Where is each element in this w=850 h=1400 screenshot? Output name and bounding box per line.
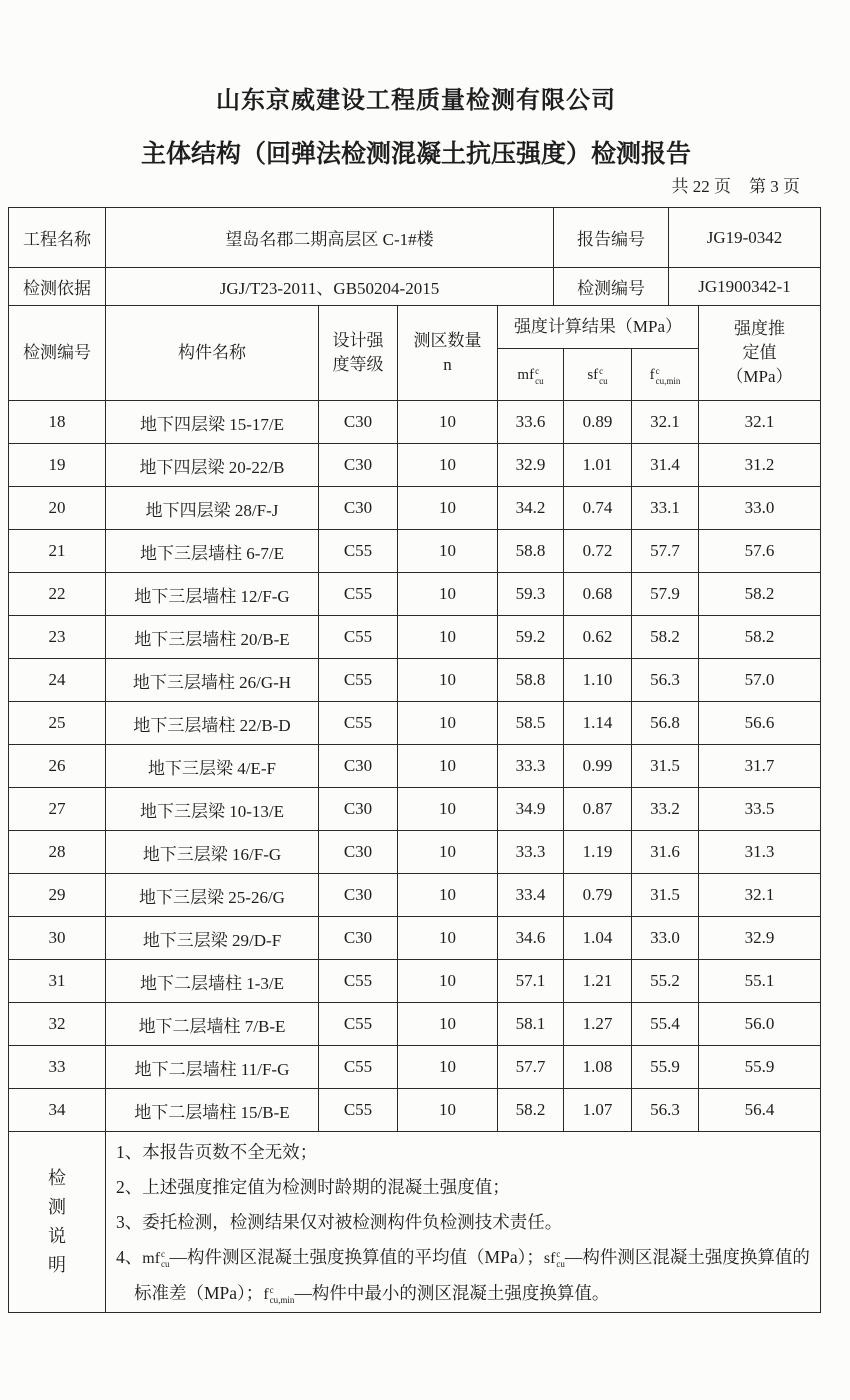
sf-base: sf xyxy=(587,367,599,383)
zone-count-cell: 10 xyxy=(398,745,498,788)
note-fmin-sup: c xyxy=(269,1285,274,1296)
min-strength-cell: 31.5 xyxy=(632,874,699,917)
member-name-cell: 地下三层梁 4/E-F xyxy=(106,745,319,788)
sf-sub: cu xyxy=(599,375,608,386)
table-row xyxy=(9,1046,821,1089)
zone-count-cell: 10 xyxy=(398,874,498,917)
table-row xyxy=(9,616,821,659)
note-mf-sup: c xyxy=(161,1249,166,1260)
table-row xyxy=(9,659,821,702)
zone-count-cell: 10 xyxy=(398,788,498,831)
header-zone-count xyxy=(398,306,498,401)
zone-count-cell: 10 xyxy=(398,917,498,960)
member-name-cell: 地下三层墙柱 6-7/E xyxy=(106,530,319,573)
test-no-cell: 29 xyxy=(9,874,106,917)
min-strength-cell: 33.1 xyxy=(632,487,699,530)
min-strength-cell: 31.5 xyxy=(632,745,699,788)
zone-count-cell: 10 xyxy=(398,444,498,487)
zone-count-cell: 10 xyxy=(398,616,498,659)
member-name-cell: 地下二层墙柱 1-3/E xyxy=(106,960,319,1003)
header-estimated-strength-text: 强度推定值 xyxy=(734,319,785,362)
min-strength-cell: 56.3 xyxy=(632,1089,699,1132)
table-row xyxy=(9,1089,821,1132)
header-zone-count-label: 测区数量 xyxy=(413,331,482,350)
test-no-cell: 18 xyxy=(9,401,106,444)
mean-strength-cell: 34.9 xyxy=(498,788,564,831)
mean-strength-cell: 32.9 xyxy=(498,444,564,487)
note-fmin-sub: cu,min xyxy=(269,1295,295,1306)
test-no-cell: 28 xyxy=(9,831,106,874)
note-item-symbols xyxy=(116,1240,812,1312)
zone-count-cell: 10 xyxy=(398,659,498,702)
design-grade-cell: C55 xyxy=(319,1046,398,1089)
estimated-strength-cell: 31.3 xyxy=(699,831,821,874)
estimated-strength-cell: 55.1 xyxy=(699,960,821,1003)
min-strength-cell: 55.4 xyxy=(632,1003,699,1046)
std-dev-cell: 0.87 xyxy=(564,788,632,831)
estimated-strength-cell: 56.6 xyxy=(699,702,821,745)
header-min-strength xyxy=(632,349,699,401)
page-current: 第 3 页 xyxy=(749,177,800,196)
design-grade-cell: C55 xyxy=(319,659,398,702)
mean-strength-cell: 34.6 xyxy=(498,917,564,960)
project-label: 工程名称 xyxy=(9,208,106,268)
zone-count-cell: 10 xyxy=(398,573,498,616)
header-calc-results: 强度计算结果（MPa） xyxy=(498,306,699,349)
test-no-label: 检测编号 xyxy=(554,268,669,306)
table-row xyxy=(9,444,821,487)
design-grade-cell: C55 xyxy=(319,702,398,745)
zone-count-cell: 10 xyxy=(398,702,498,745)
std-dev-cell: 0.72 xyxy=(564,530,632,573)
test-no-cell: 20 xyxy=(9,487,106,530)
min-strength-cell: 57.9 xyxy=(632,573,699,616)
fmin-sup: c xyxy=(655,365,660,376)
std-dev-cell: 1.14 xyxy=(564,702,632,745)
member-name-cell: 地下三层梁 16/F-G xyxy=(106,831,319,874)
mean-strength-cell: 33.3 xyxy=(498,831,564,874)
mean-strength-cell: 58.8 xyxy=(498,659,564,702)
note-sf-definition: —构件测区混凝土强度换算值的标准差（MPa）； xyxy=(134,1247,810,1303)
std-dev-cell: 0.79 xyxy=(564,874,632,917)
note-fmin-definition: —构件中最小的测区混凝土强度换算值。 xyxy=(294,1283,610,1303)
zone-count-cell: 10 xyxy=(398,530,498,573)
estimated-strength-cell: 31.7 xyxy=(699,745,821,788)
info-table xyxy=(8,207,821,306)
min-strength-cell: 56.3 xyxy=(632,659,699,702)
estimated-strength-cell: 55.9 xyxy=(699,1046,821,1089)
note-sf-sub: cu xyxy=(556,1259,565,1270)
member-name-cell: 地下四层梁 15-17/E xyxy=(106,401,319,444)
info-row-basis xyxy=(9,268,821,306)
member-name-cell: 地下二层墙柱 11/F-G xyxy=(106,1046,319,1089)
zone-count-cell: 10 xyxy=(398,831,498,874)
std-dev-cell: 1.21 xyxy=(564,960,632,1003)
test-no-cell: 25 xyxy=(9,702,106,745)
estimated-strength-cell: 58.2 xyxy=(699,573,821,616)
note-sf-sup: c xyxy=(556,1249,561,1260)
test-no-cell: 30 xyxy=(9,917,106,960)
test-no-cell: 33 xyxy=(9,1046,106,1089)
zone-count-cell: 10 xyxy=(398,487,498,530)
mean-strength-cell: 33.6 xyxy=(498,401,564,444)
test-no-cell: 24 xyxy=(9,659,106,702)
min-strength-cell: 55.9 xyxy=(632,1046,699,1089)
design-grade-cell: C30 xyxy=(319,831,398,874)
mf-sup: c xyxy=(535,365,540,376)
test-no-cell: 19 xyxy=(9,444,106,487)
std-dev-cell: 0.89 xyxy=(564,401,632,444)
table-row xyxy=(9,874,821,917)
member-name-cell: 地下三层墙柱 12/F-G xyxy=(106,573,319,616)
test-no-cell: 32 xyxy=(9,1003,106,1046)
member-name-cell: 地下三层墙柱 20/B-E xyxy=(106,616,319,659)
test-no-cell: 21 xyxy=(9,530,106,573)
estimated-strength-cell: 56.0 xyxy=(699,1003,821,1046)
min-strength-cell: 58.2 xyxy=(632,616,699,659)
mf-base: mf xyxy=(517,367,535,383)
member-name-cell: 地下四层梁 28/F-J xyxy=(106,487,319,530)
estimated-strength-cell: 32.1 xyxy=(699,874,821,917)
std-dev-cell: 1.08 xyxy=(564,1046,632,1089)
member-name-cell: 地下二层墙柱 15/B-E xyxy=(106,1089,319,1132)
design-grade-cell: C55 xyxy=(319,1003,398,1046)
mean-strength-cell: 33.3 xyxy=(498,745,564,788)
min-strength-cell: 57.7 xyxy=(632,530,699,573)
design-grade-cell: C30 xyxy=(319,874,398,917)
estimated-strength-cell: 57.6 xyxy=(699,530,821,573)
notes-label-cell xyxy=(9,1132,106,1313)
table-row xyxy=(9,960,821,1003)
fmin-base: f xyxy=(649,367,655,383)
note-fmin-base: f xyxy=(263,1286,269,1303)
header-row xyxy=(9,306,821,349)
min-strength-cell: 31.6 xyxy=(632,831,699,874)
std-dev-cell: 1.19 xyxy=(564,831,632,874)
zone-count-cell: 10 xyxy=(398,960,498,1003)
estimated-strength-cell: 57.0 xyxy=(699,659,821,702)
estimated-strength-cell: 31.2 xyxy=(699,444,821,487)
fmin-sub: cu,min xyxy=(655,375,681,386)
estimated-strength-cell: 32.9 xyxy=(699,917,821,960)
std-dev-cell: 1.01 xyxy=(564,444,632,487)
mean-strength-cell: 59.2 xyxy=(498,616,564,659)
zone-count-cell: 10 xyxy=(398,1003,498,1046)
mean-strength-cell: 57.1 xyxy=(498,960,564,1003)
mean-strength-cell: 58.5 xyxy=(498,702,564,745)
basis-label: 检测依据 xyxy=(9,268,106,306)
project-value: 望岛名郡二期高层区 C-1#楼 xyxy=(106,208,554,268)
page-total: 共 22 页 xyxy=(671,177,731,196)
std-dev-cell: 0.99 xyxy=(564,745,632,788)
estimated-strength-cell: 56.4 xyxy=(699,1089,821,1132)
std-dev-cell: 1.07 xyxy=(564,1089,632,1132)
header-test-no: 检测编号 xyxy=(9,306,106,401)
design-grade-cell: C55 xyxy=(319,573,398,616)
note-item: 2、上述强度推定值为检测时龄期的混凝土强度值； xyxy=(116,1177,510,1197)
info-row-project xyxy=(9,208,821,268)
std-dev-cell: 0.62 xyxy=(564,616,632,659)
note-mf-definition: —构件测区混凝土强度换算值的平均值（MPa）； xyxy=(169,1247,544,1267)
design-grade-cell: C30 xyxy=(319,444,398,487)
header-std-dev xyxy=(564,349,632,401)
header-estimated-strength xyxy=(699,306,821,401)
test-no-value: JG1900342-1 xyxy=(669,268,821,306)
design-grade-cell: C55 xyxy=(319,530,398,573)
design-grade-cell: C30 xyxy=(319,487,398,530)
min-strength-cell: 33.0 xyxy=(632,917,699,960)
std-dev-cell: 1.10 xyxy=(564,659,632,702)
test-no-cell: 22 xyxy=(9,573,106,616)
member-name-cell: 地下三层梁 29/D-F xyxy=(106,917,319,960)
report-title: 主体结构（回弹法检测混凝土抗压强度）检测报告 xyxy=(140,141,691,168)
design-grade-cell: C30 xyxy=(319,401,398,444)
notes-label: 检测说明 xyxy=(48,1168,66,1275)
table-row xyxy=(9,702,821,745)
estimated-strength-cell: 58.2 xyxy=(699,616,821,659)
design-grade-cell: C30 xyxy=(319,788,398,831)
table-row xyxy=(9,745,821,788)
header-member-name: 构件名称 xyxy=(106,306,319,401)
header-design-grade xyxy=(319,306,398,401)
member-name-cell: 地下四层梁 20-22/B xyxy=(106,444,319,487)
header-estimated-strength-unit: （MPa） xyxy=(726,367,793,386)
min-strength-cell: 55.2 xyxy=(632,960,699,1003)
mean-strength-cell: 33.4 xyxy=(498,874,564,917)
header-mean-strength xyxy=(498,349,564,401)
table-row xyxy=(9,487,821,530)
zone-count-cell: 10 xyxy=(398,1089,498,1132)
mean-strength-cell: 57.7 xyxy=(498,1046,564,1089)
table-row xyxy=(9,831,821,874)
min-strength-cell: 32.1 xyxy=(632,401,699,444)
table-row xyxy=(9,788,821,831)
table-row xyxy=(9,917,821,960)
test-no-cell: 23 xyxy=(9,616,106,659)
mean-strength-cell: 58.2 xyxy=(498,1089,564,1132)
design-grade-cell: C55 xyxy=(319,960,398,1003)
member-name-cell: 地下三层墙柱 22/B-D xyxy=(106,702,319,745)
design-grade-cell: C55 xyxy=(319,616,398,659)
estimated-strength-cell: 33.5 xyxy=(699,788,821,831)
page-info xyxy=(672,176,801,198)
test-no-cell: 26 xyxy=(9,745,106,788)
table-row xyxy=(9,530,821,573)
note-mf-base: mf xyxy=(142,1250,161,1267)
member-name-cell: 地下三层梁 25-26/G xyxy=(106,874,319,917)
table-row xyxy=(9,401,821,444)
mf-sub: cu xyxy=(535,375,544,386)
notes-cell xyxy=(106,1132,821,1313)
basis-value: JGJ/T23-2011、GB50204-2015 xyxy=(106,268,554,306)
note-item: 1、本报告页数不全无效； xyxy=(116,1142,318,1162)
sf-sup: c xyxy=(599,365,604,376)
min-strength-cell: 33.2 xyxy=(632,788,699,831)
note-sf-base: sf xyxy=(543,1250,556,1267)
report-no-label: 报告编号 xyxy=(554,208,669,268)
note-mf-sub: cu xyxy=(161,1259,170,1270)
estimated-strength-cell: 33.0 xyxy=(699,487,821,530)
min-strength-cell: 56.8 xyxy=(632,702,699,745)
notes-row xyxy=(9,1132,821,1313)
design-grade-cell: C55 xyxy=(319,1089,398,1132)
test-no-cell: 27 xyxy=(9,788,106,831)
report-table xyxy=(8,207,820,1313)
std-dev-cell: 1.27 xyxy=(564,1003,632,1046)
mean-strength-cell: 58.1 xyxy=(498,1003,564,1046)
results-table xyxy=(8,305,821,1313)
zone-count-cell: 10 xyxy=(398,1046,498,1089)
note4-prefix: 4、 xyxy=(116,1247,143,1267)
std-dev-cell: 0.68 xyxy=(564,573,632,616)
company-name: 山东京威建设工程质量检测有限公司 xyxy=(216,88,616,114)
header-design-grade-text: 设计强度等级 xyxy=(332,331,384,374)
report-no-value: JG19-0342 xyxy=(669,208,821,268)
member-name-cell: 地下二层墙柱 7/B-E xyxy=(106,1003,319,1046)
std-dev-cell: 1.04 xyxy=(564,917,632,960)
note-item: 3、委托检测，检测结果仅对被检测构件负检测技术责任。 xyxy=(116,1212,563,1232)
mean-strength-cell: 59.3 xyxy=(498,573,564,616)
table-row xyxy=(9,1003,821,1046)
design-grade-cell: C30 xyxy=(319,745,398,788)
estimated-strength-cell: 32.1 xyxy=(699,401,821,444)
design-grade-cell: C30 xyxy=(319,917,398,960)
test-no-cell: 34 xyxy=(9,1089,106,1132)
mean-strength-cell: 58.8 xyxy=(498,530,564,573)
header-zone-count-symbol: n xyxy=(443,355,452,374)
table-row xyxy=(9,573,821,616)
mean-strength-cell: 34.2 xyxy=(498,487,564,530)
member-name-cell: 地下三层梁 10-13/E xyxy=(106,788,319,831)
test-no-cell: 31 xyxy=(9,960,106,1003)
std-dev-cell: 0.74 xyxy=(564,487,632,530)
zone-count-cell: 10 xyxy=(398,401,498,444)
min-strength-cell: 31.4 xyxy=(632,444,699,487)
member-name-cell: 地下三层墙柱 26/G-H xyxy=(106,659,319,702)
